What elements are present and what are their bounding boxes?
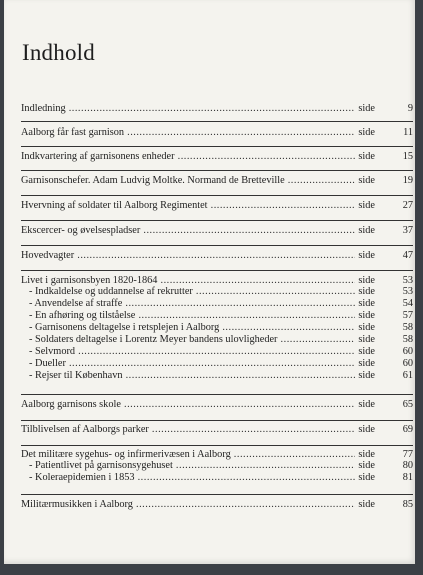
toc-entry-label: - Anvendelse af straffe .....	[29, 298, 355, 310]
toc-side-word: side	[358, 225, 375, 236]
toc-entry-label: Indkvartering af garnisonens enheder .....	[21, 151, 355, 163]
toc-entry-label: - En afhøring og tilståelse .....	[29, 310, 355, 322]
toc-page-number: 77	[402, 449, 413, 460]
toc-side-word: side	[358, 275, 375, 286]
toc-subentry	[21, 322, 413, 334]
toc-page-number: 27	[402, 200, 413, 211]
toc-subentry	[21, 460, 413, 472]
section-rule	[21, 494, 413, 495]
toc-side-word: side	[358, 250, 375, 261]
page-title: Indhold	[22, 40, 95, 65]
section-rule	[21, 121, 413, 122]
toc-side-word: side	[358, 460, 375, 471]
toc-page-number: 69	[402, 424, 413, 435]
section-rule	[21, 195, 413, 196]
toc-entry	[21, 127, 413, 139]
section-rule	[21, 146, 413, 147]
toc-subentry	[21, 334, 413, 346]
toc-side-word: side	[358, 310, 375, 321]
toc-entry-label: - Soldaters deltagelse i Lorentz Meyer bandens ulovligheder .....	[29, 334, 355, 346]
toc-page-number: 37	[402, 225, 413, 236]
toc-entry-label: Det militære sygehus- og infirmerivæsen i Aalborg .....	[21, 449, 355, 461]
toc-side-word: side	[358, 127, 375, 138]
toc-entry-label: Tilblivelsen af Aalborgs parker .....	[21, 424, 355, 436]
toc-page-number: 60	[402, 346, 413, 357]
toc-side-word: side	[358, 358, 375, 369]
toc-subentry	[21, 346, 413, 358]
toc-page-number: 53	[402, 275, 413, 286]
toc-entry	[21, 200, 413, 212]
toc-entry-label: - Rejser til København .....	[29, 370, 355, 382]
toc-entry-label: Ekscercer- og øvelsespladser .....	[21, 225, 355, 237]
section-rule	[21, 270, 413, 271]
toc-entry-label: - Dueller .....	[29, 358, 355, 370]
toc-side-word: side	[358, 200, 375, 211]
toc-entry-label: Garnisonschefer. Adam Ludvig Moltke. Normand de Bretteville .....	[21, 175, 355, 187]
toc-entry	[21, 103, 413, 115]
toc-side-word: side	[358, 346, 375, 357]
toc-side-word: side	[358, 298, 375, 309]
toc-page-number: 53	[402, 286, 413, 297]
toc-side-word: side	[358, 399, 375, 410]
toc-page-number: 61	[402, 370, 413, 381]
toc-subentry	[21, 298, 413, 310]
toc-page-number: 9	[407, 103, 413, 114]
toc-entry-label: Indledning .....	[21, 103, 355, 115]
toc-entry	[21, 175, 413, 187]
toc-page-number: 60	[402, 358, 413, 369]
toc-entry-label: Aalborg garnisons skole .....	[21, 399, 355, 411]
toc-entry	[21, 399, 413, 411]
toc-entry-label: Hovedvagter .....	[21, 250, 355, 262]
toc-entry-label: - Indkaldelse og uddannelse af rekrutter .....	[29, 286, 355, 298]
toc-page-number: 47	[402, 250, 413, 261]
section-rule	[21, 170, 413, 171]
toc-subentry	[21, 472, 413, 484]
toc-side-word: side	[358, 103, 375, 114]
toc-page-number: 58	[402, 334, 413, 345]
toc-entry	[21, 499, 413, 511]
toc-entry-label: Aalborg får fast garnison .....	[21, 127, 355, 139]
toc-entry-label: Livet i garnisonsbyen 1820-1864 .....	[21, 275, 355, 287]
toc-side-word: side	[358, 472, 375, 483]
toc-side-word: side	[358, 322, 375, 333]
toc-page-number: 19	[402, 175, 413, 186]
toc-page-number: 58	[402, 322, 413, 333]
section-rule	[21, 420, 413, 421]
toc-page-number: 81	[402, 472, 413, 483]
toc-entry	[21, 424, 413, 436]
toc-side-word: side	[358, 499, 375, 510]
toc-subentry	[21, 310, 413, 322]
toc-side-word: side	[358, 334, 375, 345]
toc-page-number: 11	[403, 127, 413, 138]
toc-subentry	[21, 358, 413, 370]
toc-side-word: side	[358, 424, 375, 435]
toc-page-number: 85	[402, 499, 413, 510]
toc-page-number: 57	[402, 310, 413, 321]
section-rule	[21, 220, 413, 221]
toc-entry	[21, 225, 413, 237]
toc-side-word: side	[358, 449, 375, 460]
book-page	[4, 0, 415, 564]
toc-subentry	[21, 370, 413, 382]
toc-entry-label: - Garnisonens deltagelse i retsplejen i Aalborg .....	[29, 322, 355, 334]
toc-entry-label: - Koleraepidemien i 1853 .....	[29, 472, 355, 484]
section-rule	[21, 245, 413, 246]
toc-entry-label: - Selvmord .....	[29, 346, 355, 358]
toc-entry	[21, 151, 413, 163]
section-rule	[21, 394, 413, 395]
toc-side-word: side	[358, 151, 375, 162]
toc-page-number: 65	[402, 399, 413, 410]
toc-page-number: 15	[402, 151, 413, 162]
toc-entry	[21, 250, 413, 262]
section-rule	[21, 445, 413, 446]
toc-entry-label: - Patientlivet på garnisonsygehuset .....	[29, 460, 355, 472]
toc-subentry	[21, 286, 413, 298]
toc-side-word: side	[358, 175, 375, 186]
toc-side-word: side	[358, 286, 375, 297]
toc-entry-label: Hvervning af soldater til Aalborg Regimentet .....	[21, 200, 355, 212]
toc-page-number: 80	[402, 460, 413, 471]
toc-entry-label: Militærmusikken i Aalborg .....	[21, 499, 355, 511]
toc-page-number: 54	[402, 298, 413, 309]
toc-side-word: side	[358, 370, 375, 381]
